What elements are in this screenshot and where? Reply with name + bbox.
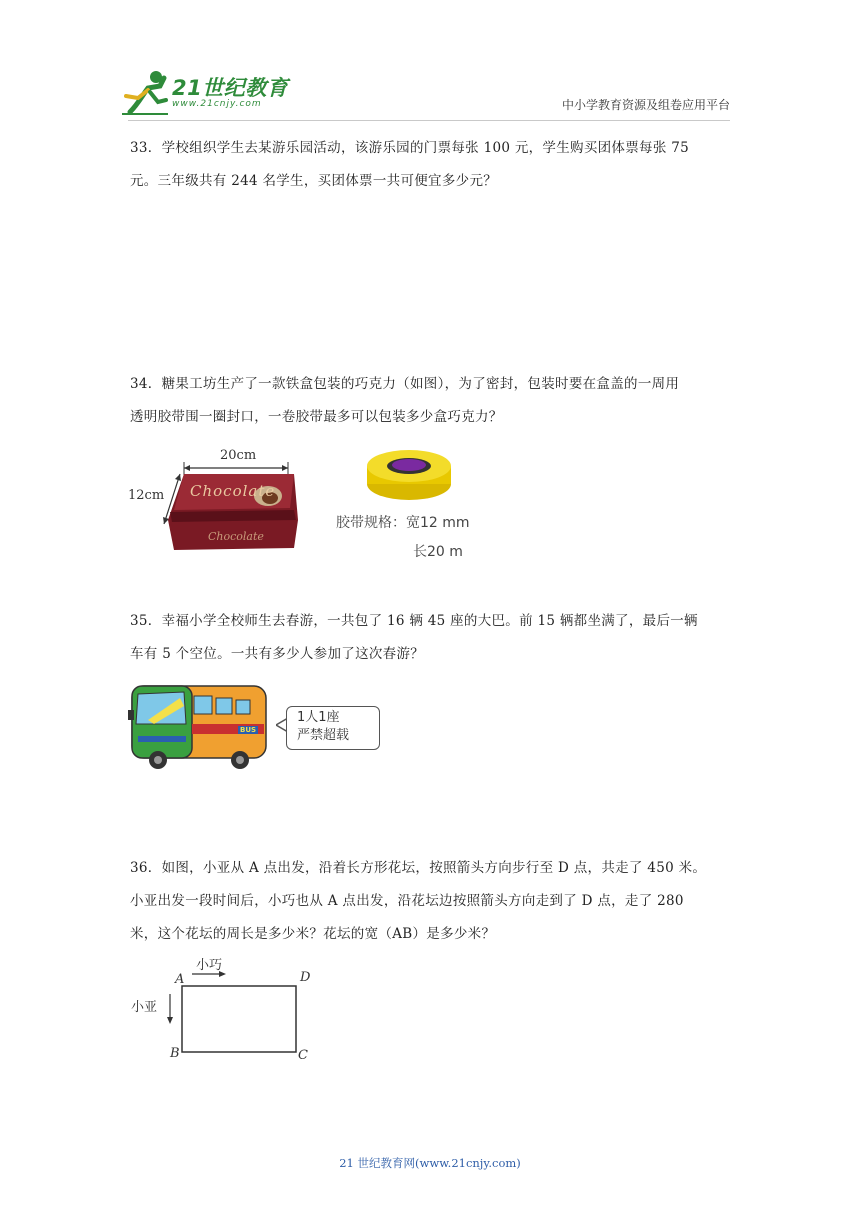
logo-text: 21世纪教育 [172, 76, 289, 100]
logo-url: www.21cnjy.com [172, 99, 262, 109]
question-33 [130, 132, 730, 198]
xiaoqiao-label: 小巧 [196, 958, 223, 973]
header-divider [128, 120, 730, 121]
xiaoya-label: 小亚 [131, 1000, 158, 1015]
point-a-label: A [175, 972, 185, 987]
chocolate-box-figure [128, 448, 308, 560]
question-35-line-1: 35．幸福小学全校师生去春游，一共包了 16 辆 45 座的大巴。前 15 辆都坐满了，最后一辆 [130, 613, 698, 629]
question-34-line-1: 34．糖果工坊生产了一款铁盒包装的巧克力（如图），为了密封，包装时要在盒盖的一周用 [130, 376, 680, 392]
question-36-line-2: 小亚出发一段时间后，小巧也从 A 点出发，沿花坛边按照箭头方向走到了 D 点，走了 280 [130, 893, 684, 909]
question-36-line-3: 米，这个花坛的周长是多少米？花坛的宽（AB）是多少米？ [130, 926, 496, 942]
box-brand-text-side: Chocolate [208, 530, 264, 543]
speech-bubble [286, 706, 380, 750]
box-width-label: 12cm [128, 488, 165, 503]
question-33-line-1: 33．学校组织学生去某游乐园活动，该游乐园的门票每张 100 元，学生购买团体票每张 75 [130, 140, 689, 156]
point-b-label: B [170, 1046, 180, 1061]
box-length-label: 20cm [220, 448, 257, 463]
question-35 [130, 605, 730, 671]
site-logo [120, 68, 295, 116]
question-34 [130, 368, 730, 434]
point-d-label: D [300, 970, 311, 985]
bus-sign-text: BUS [240, 726, 257, 734]
flowerbed-rectangle [182, 986, 296, 1052]
question-36 [130, 852, 730, 951]
box-brand-text: Chocolate [190, 482, 276, 500]
tape-length-label: 长20 m [413, 544, 463, 560]
question-35-line-2: 车有 5 个空位。一共有多少人参加了这次春游？ [130, 646, 425, 662]
tape-spec-label: 胶带规格：宽12 mm [336, 515, 470, 531]
header-platform-text: 中小学教育资源及组卷应用平台 [561, 98, 730, 112]
chocolate-box-image [128, 448, 308, 560]
page-footer: 21 世纪教育网(www.21cnjy.com) [339, 1156, 521, 1170]
question-36-line-1: 36．如图，小亚从 A 点出发，沿着长方形花坛，按照箭头方向步行至 D 点，共走了 450 米。 [130, 860, 707, 876]
bubble-line-1: 1人1座 [297, 710, 340, 725]
question-34-line-2: 透明胶带围一圈封口，一卷胶带最多可以包装多少盒巧克力？ [130, 409, 503, 425]
tape-roll-icon [362, 446, 456, 504]
point-c-label: C [298, 1048, 308, 1063]
runner-icon [120, 68, 172, 116]
bubble-line-2: 严禁超载 [297, 728, 350, 743]
question-33-line-2: 元。三年级共有 244 名学生，买团体票一共可便宜多少元？ [130, 173, 498, 189]
